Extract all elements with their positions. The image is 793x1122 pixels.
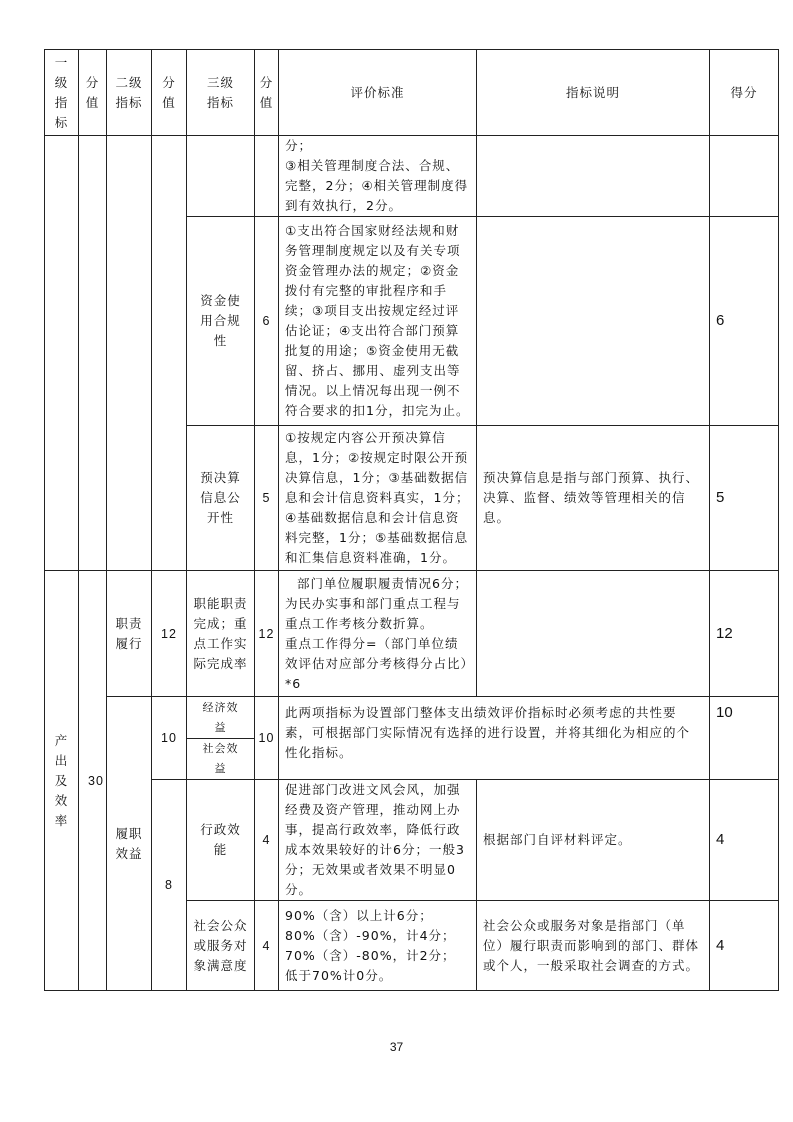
criteria-cell — [279, 136, 477, 217]
cell-empty — [152, 136, 187, 571]
level1-score: 30 — [79, 571, 107, 991]
table-row — [45, 136, 779, 217]
result-score: 10 — [710, 697, 779, 780]
cell-empty — [255, 136, 279, 217]
explanation-text: 社会公众或服务对象是指部门（单位）履行职责而影响到的部门、群体或个人，一般采取社会调查的方式。 — [477, 901, 710, 991]
evaluation-table — [44, 49, 779, 991]
explanation-text: 预决算信息是指与部门预算、执行、决算、监督、绩效等管理相关的信息。 — [477, 426, 710, 571]
level3-score: 6 — [255, 217, 279, 426]
level3-name: 资金使用合规性 — [187, 217, 255, 426]
header-score3: 分值 — [255, 50, 279, 136]
explanation-empty — [477, 571, 710, 697]
level2-score: 12 — [152, 571, 187, 697]
page-number: 37 — [389, 1040, 404, 1054]
result-score: 6 — [710, 217, 779, 426]
header-level3: 三级指标 — [187, 50, 255, 136]
level2-score: 8 — [152, 780, 187, 991]
level1-name: 产出及效率 — [45, 571, 79, 991]
level3-name: 行政效能 — [187, 780, 255, 901]
level3-name-economic: 经济效益 — [187, 697, 255, 739]
cell-empty — [79, 136, 107, 571]
criteria-line: 80%（含）-90%，计4分； — [285, 927, 456, 943]
criteria-line: 部门单位履职履责情况6分；为民办实事和部门重点工程与重点工作考核分数折算。 — [285, 575, 468, 631]
criteria-line: 分； — [285, 138, 313, 153]
explanation-empty — [477, 217, 710, 426]
table-header-row — [45, 50, 779, 136]
level2-score: 10 — [152, 697, 187, 780]
result-score: 4 — [710, 780, 779, 901]
cell-empty — [45, 136, 79, 571]
header-score2: 分值 — [152, 50, 187, 136]
level3-name: 社会公众或服务对象满意度 — [187, 901, 255, 991]
explanation-text: 根据部门自评材料评定。 — [477, 780, 710, 901]
level2-name: 职责履行 — [107, 571, 152, 697]
level3-score: 10 — [255, 697, 279, 780]
cell-empty — [477, 136, 710, 217]
table-row — [45, 780, 779, 901]
criteria-line: ③相关管理制度合法、合规、完整，2分；④相关管理制度得到有效执行，2分。 — [285, 158, 469, 213]
cell-empty — [187, 136, 255, 217]
level2-name: 履职效益 — [107, 697, 152, 991]
criteria-line: 重点工作得分=（部门单位绩效评估对应部分考核得分占比）*6 — [285, 635, 468, 691]
level3-score: 4 — [255, 901, 279, 991]
criteria-text: 促进部门改进文风会风，加强经费及资产管理，推动网上办事，提高行政效率，降低行政成本效果较好的计6分；一般3分；无效果或者效果不明显0分。 — [279, 780, 477, 901]
result-score: 12 — [710, 571, 779, 697]
cell-empty — [710, 136, 779, 217]
level3-name: 职能职责完成；重点工作实际完成率 — [187, 571, 255, 697]
header-score1: 分值 — [79, 50, 107, 136]
table-row — [45, 697, 779, 739]
level3-score: 4 — [255, 780, 279, 901]
header-criteria: 评价标准 — [279, 50, 477, 136]
header-result: 得分 — [710, 50, 779, 136]
level3-score: 12 — [255, 571, 279, 697]
level3-score: 5 — [255, 426, 279, 571]
criteria-text: ①按规定内容公开预决算信息，1分；②按规定时限公开预决算信息，1分；③基础数据信息和会计信息资料真实，1分；④基础数据信息和会计信息资料完整，1分；⑤基础数据信息和汇集信息资料准确，1分。 — [279, 426, 477, 571]
cell-empty — [107, 136, 152, 571]
criteria-line: 低于70%计0分。 — [285, 967, 393, 983]
header-level1: 一级指标 — [45, 50, 79, 136]
criteria-text: ①支出符合国家财经法规和财务管理制度规定以及有关专项资金管理办法的规定；②资金拨付有完整的审批程序和手续；③项目支出按规定经过评估论证；④支出符合部门预算批复的用途；⑤资金使用无截留、挤占、挪用、虚列支出等情况。以上情况每出现一例不符合要求的扣1分，扣完为止。 — [279, 217, 477, 426]
header-explanation: 指标说明 — [477, 50, 710, 136]
criteria-text: 此两项指标为设置部门整体支出绩效评价指标时必须考虑的共性要素，可根据部门实际情况有选择的进行设置，并将其细化为相应的个性化指标。 — [279, 697, 710, 780]
table-row — [45, 571, 779, 697]
level3-name-social: 社会效益 — [187, 739, 255, 780]
criteria-cell — [279, 901, 477, 991]
level3-name: 预决算信息公开性 — [187, 426, 255, 571]
header-level2: 二级指标 — [107, 50, 152, 136]
result-score: 5 — [710, 426, 779, 571]
result-score: 4 — [710, 901, 779, 991]
criteria-line: 90%（含）以上计6分； — [285, 907, 433, 923]
criteria-line: 70%（含）-80%，计2分； — [285, 947, 456, 963]
criteria-cell — [279, 571, 477, 697]
